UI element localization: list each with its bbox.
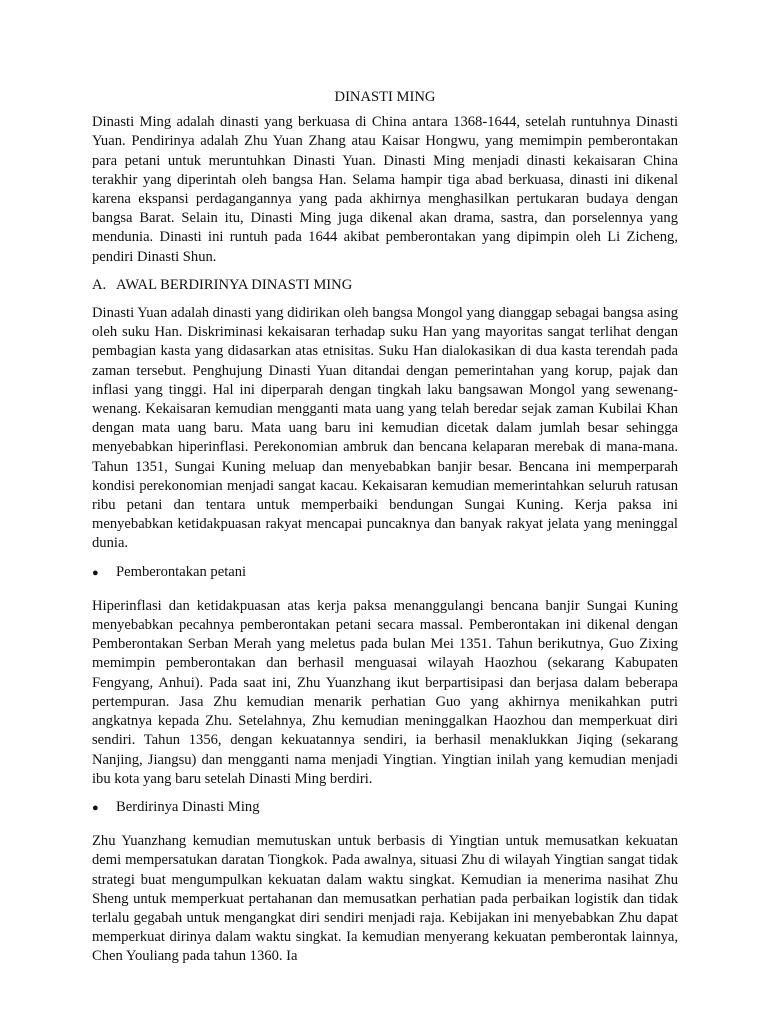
section-a-letter: A. bbox=[92, 276, 107, 293]
bullet-icon: ● bbox=[92, 801, 99, 814]
section-a-heading bbox=[92, 276, 678, 295]
section-a-paragraph: Dinasti Yuan adalah dinasti yang didirikan oleh bangsa Mongol yang dianggap sebagai bangsa asing oleh suku Han. Diskriminasi kekaisaran terhadap suku Han yang mayoritas sangat terlihat dengan pembagian kasta yang didasarkan atas etnisitas. Suku Han dialokasikan di dua kasta terendah pada zaman tersebut. Penghujung Dinasti Yuan ditandai dengan pemerintahan yang korup, pajak dan inflasi yang tinggi. Hal ini diperparah dengan tingkah laku bangsawan Mongol yang sewenang-wenang. Kekaisaran kemudian mengganti mata uang yang telah beredar sejak zaman Kubilai Khan dengan mata uang baru. Mata uang baru ini kemudian dicetak dalam jumlah besar sehingga menyebabkan hiperinflasi. Perekonomian ambruk dan bencana kelaparan merebak di mana-mana. Tahun 1351, Sungai Kuning meluap dan menyebabkan banjir besar. Bencana ini memperparah kondisi perekonomian menjadi sangat kacau. Kekaisaran kemudian memerintahkan seluruh ratusan ribu petani dan tentara untuk memperbaiki bendungan Sungai Kuning. Kerja paksa ini menyebabkan ketidakpuasan rakyat mencapai puncaknya dan banyak rakyat jelata yang meninggal dunia. bbox=[92, 305, 678, 552]
bullet-icon: ● bbox=[92, 566, 99, 579]
subsection-1-title: Pemberontakan petani bbox=[116, 563, 247, 580]
intro-paragraph: Dinasti Ming adalah dinasti yang berkuasa di China antara 1368-1644, setelah runtuhnya Dinasti Yuan. Pendirinya adalah Zhu Yuan Zhang atau Kaisar Hongwu, yang memimpin pemberontakan para petani untuk meruntuhkan Dinasti Yuan. Dinasti Ming menjadi dinasti kekaisaran China terakhir yang diperintah oleh bangsa Han. Selama hampir tiga abad berkuasa, dinasti ini dikenal karena ekspansi perdagangannya yang pada akhirnya menghasilkan pertukaran budaya dengan bangsa Barat. Selain itu, Dinasti Ming juga dikenal akan drama, sastra, dan porselennya yang mendunia. Dinasti ini runtuh pada 1644 akibat pemberontakan yang dipimpin oleh Li Zicheng, pendiri Dinasti Shun. bbox=[92, 114, 678, 265]
subsection-1-heading bbox=[92, 563, 678, 583]
subsection-2-heading bbox=[92, 798, 678, 818]
subsection-2-title: Berdirinya Dinasti Ming bbox=[116, 798, 260, 815]
subsection-2-paragraph: Zhu Yuanzhang kemudian memutuskan untuk berbasis di Yingtian untuk memusatkan kekuatan demi mempersatukan daratan Tiongkok. Pada awalnya, situasi Zhu di wilayah Yingtian sangat tidak strategi buat mengumpulkan kekuatan dalam waktu singkat. Kemudian ia menerima nasihat Zhu Sheng untuk memperkuat pertahanan dan memusatkan perhatian pada perbaikan logistik dan tidak terlalu gegabah untuk mengangkat diri sendiri menjadi raja. Kebijakan ini menyebabkan Zhu dapat memperkuat dirinya dalam waktu singkat. Ia kemudian menyerang kekuatan pemberontak lainnya, Chen Youliang pada tahun 1360. Ia bbox=[92, 833, 678, 965]
document-title: DINASTI MING bbox=[334, 89, 436, 105]
subsection-1-paragraph: Hiperinflasi dan ketidakpuasan atas kerja paksa menanggulangi bencana banjir Sungai Kuning menyebabkan pecahnya pemberontakan petani secara massal. Pemberontakan ini dikenal dengan Pemberontakan Serban Merah yang meletus pada bulan Mei 1351. Tahun berikutnya, Guo Zixing memimpin pemberontakan dan berhasil menguasai wilayah Haozhou (sekarang Kabupaten Fengyang, Anhui). Pada saat ini, Zhu Yuanzhang ikut berpartisipasi dan berjasa dalam beberapa pertempuran. Jasa Zhu kemudian menarik perhatian Guo yang akhirnya menikahkan putri angkatnya kepada Zhu. Setelahnya, Zhu kemudian meninggalkan Haozhou dan memperkuat diri sendiri. Tahun 1356, dengan kekuatannya sendiri, ia berhasil menaklukkan Jiqing (sekarang Nanjing, Jiangsu) dan mengganti nama menjadi Yingtian. Yingtian inilah yang kemudian menjadi ibu kota yang baru setelah Dinasti Ming berdiri. bbox=[92, 597, 678, 787]
section-a-title: AWAL BERDIRINYA DINASTI MING bbox=[116, 276, 353, 293]
